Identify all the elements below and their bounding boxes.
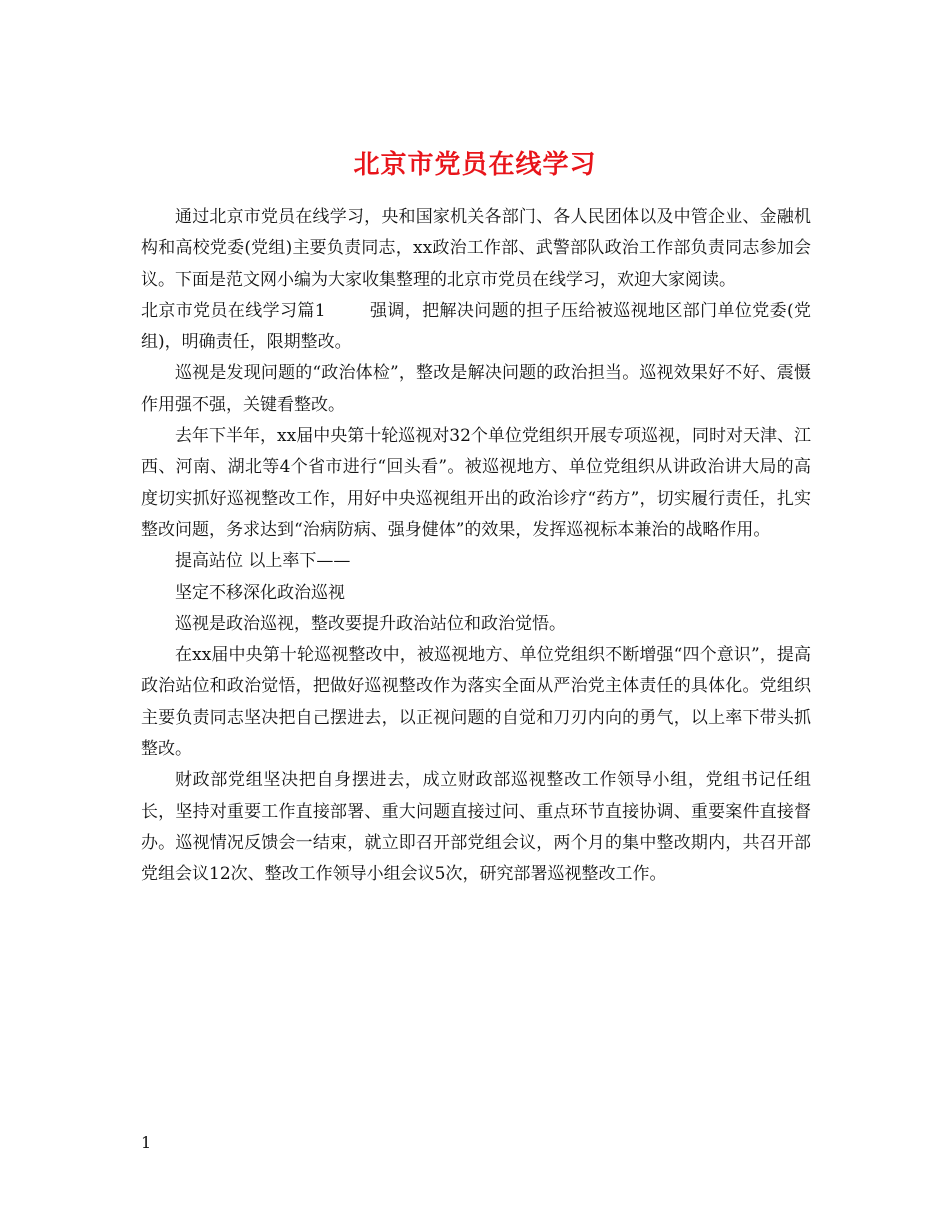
document-title: 北京市党员在线学习 bbox=[353, 150, 597, 181]
document-body bbox=[141, 202, 811, 891]
section-heading: 北京市党员在线学习篇1 bbox=[141, 300, 326, 321]
section-paragraph bbox=[141, 296, 811, 359]
section-first-sentence: 强调，把解决问题的担子压给被巡视地区部门单位党委(党组)，明确责任，限期整改。 bbox=[141, 300, 811, 353]
body-paragraph: 巡视是发现问题的“政治体检”，整改是解决问题的政治担当。巡视效果好不好、震慑作用强不强，关键看整改。 bbox=[141, 363, 811, 415]
subheading: 坚定不移深化政治巡视 bbox=[175, 582, 345, 603]
body-paragraph: 巡视是政治巡视，整改要提升政治站位和政治觉悟。 bbox=[175, 613, 566, 634]
body-paragraph: 财政部党组坚决把自身摆进去，成立财政部巡视整改工作领导小组，党组书记任组长，坚持对重要工作直接部署、重大问题直接过问、重点环节直接协调、重要案件直接督办。巡视情况反馈会一结束，就立即召开部党组会议，两个月的集中整改期内，共召开部党组会议12次、整改工作领导小组会议5次，研究部署巡视整改工作。 bbox=[141, 770, 811, 885]
body-paragraph: 在xx届中央第十轮巡视整改中，被巡视地方、单位党组织不断增强“四个意识”，提高政治站位和政治觉悟，把做好巡视整改作为落实全面从严治党主体责任的具体化。党组织主要负责同志坚决把自己摆进去，以正视问题的自觉和刀刃内向的勇气，以上率下带头抓整改。 bbox=[141, 645, 811, 760]
subheading: 提高站位 以上率下—— bbox=[175, 551, 351, 572]
intro-paragraph: 通过北京市党员在线学习，央和国家机关各部门、各人民团体以及中管企业、金融机构和高校党委(党组)主要负责同志，xx政治工作部、武警部队政治工作部负责同志参加会议。下面是范文网小编为大家收集整理的北京市党员在线学习，欢迎大家阅读。 bbox=[141, 207, 811, 290]
body-paragraph: 去年下半年，xx届中央第十轮巡视对32个单位党组织开展专项巡视，同时对天津、江西、河南、湖北等4个省市进行“回头看”。被巡视地方、单位党组织从讲政治讲大局的高度切实抓好巡视整改工作，用好中央巡视组开出的政治诊疗“药方”，切实履行责任，扎实整改问题，务求达到“治病防病、强身健体”的效果，发挥巡视标本兼治的战略作用。 bbox=[141, 426, 811, 540]
page-number: 1 bbox=[141, 1133, 152, 1152]
